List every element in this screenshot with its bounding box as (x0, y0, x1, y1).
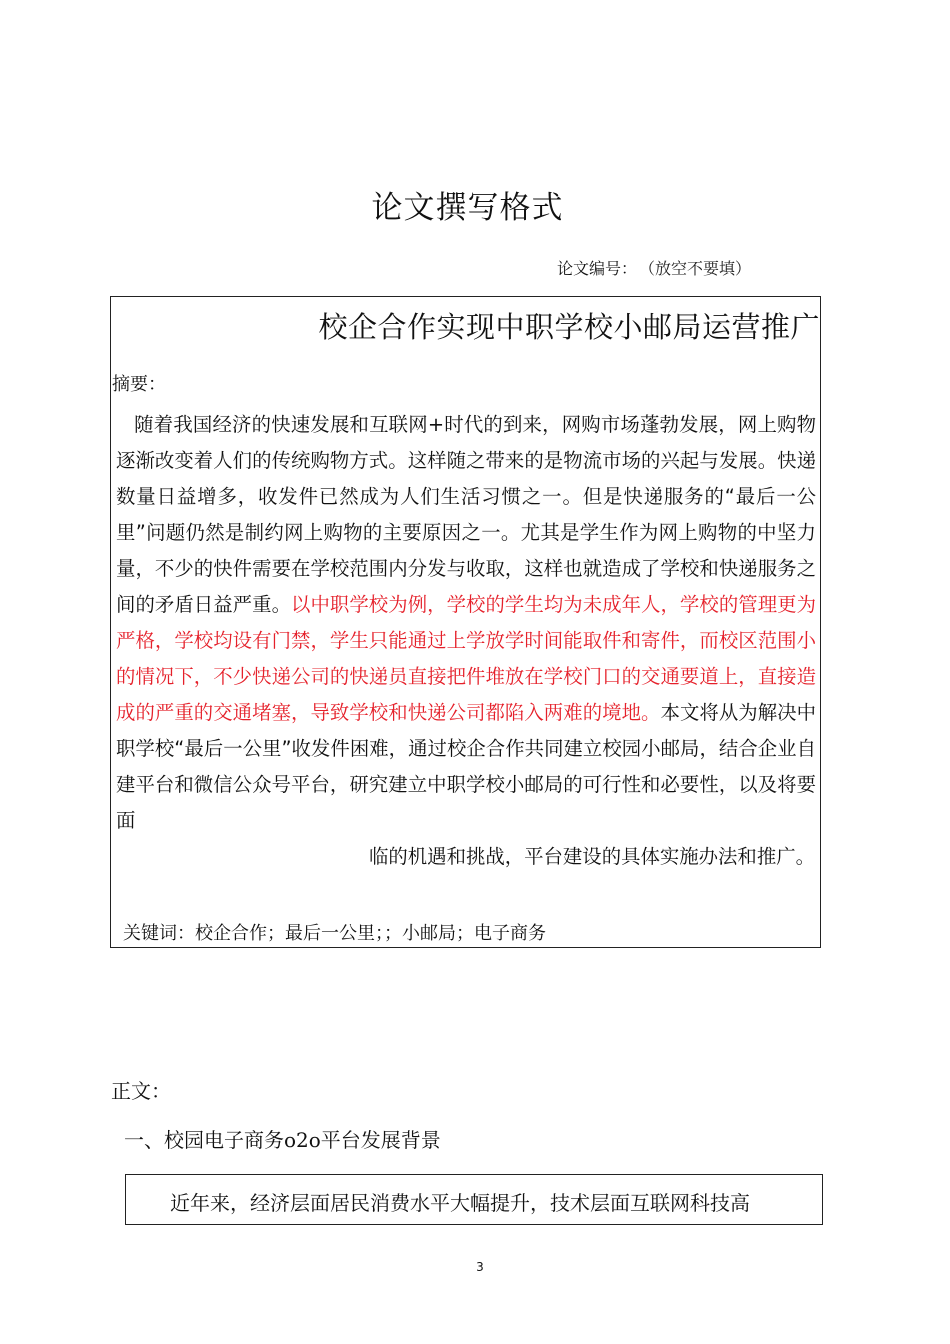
abstract-text-part1: 随着我国经济的快速发展和互联网+时代的到来，网购市场蓬勃发展，网上购物逐渐改变着人们的传统购物方式。这样随之带来的是物流市场的兴起与发展。快递数量日益增多，收发件已然成为人们生活习惯之一。但是快递服务的“最后一公里”问题仍然是制约网上购物的主要原因之一。尤其是学生作为网上购物的中坚力量，不少的快件需要在学校范围内分发与收取，这样也就造成了学校和快递服务之间的矛盾日益严重。 (116, 413, 816, 616)
paper-number-label: 论文编号： (557, 259, 638, 278)
keywords: 关键词：校企合作；最后一公里；；小邮局；电子商务 (123, 923, 546, 944)
section-heading: 一、校园电子商务o2o平台发展背景 (124, 1128, 441, 1152)
paper-number-line (557, 256, 751, 279)
abstract-box (110, 296, 821, 948)
paper-number-hint: （放空不要填） (647, 259, 752, 278)
abstract-label: 摘要： (112, 374, 166, 395)
abstract-body (116, 407, 816, 875)
abstract-text-tail: 临的机遇和挑战，平台建设的具体实施办法和推广。 (369, 845, 815, 868)
abstract-text-part2: 本文将从为解决中职学校“最后一公里”收发件困难，通过校企合作共同建立校园小邮局，结合企业自建平台和微信公众号平台，研究建立中职学校小邮局的可行性和必要性，以及将要面 (116, 701, 817, 832)
abstract-highlighted-text: 以中职学校为例，学校的学生均为未成年人，学校的管理更为严格，学校均设有门禁，学生只能通过上学放学时间能取件和寄件，而校区范围小的情况下，不少快递公司的快递员直接把件堆放在学校门口的交通要道上，直接造成的严重的交通堵塞，导致学校和快递公司都陷入两难的境地。 (116, 593, 817, 724)
body-first-paragraph: 近年来，经济层面居民消费水平大幅提升，技术层面互联网科技高 (170, 1191, 750, 1215)
document-title: 论文撰写格式 (371, 190, 564, 226)
body-text-box (125, 1174, 823, 1225)
body-label: 正文： (111, 1079, 171, 1103)
page-number: 3 (476, 1260, 484, 1274)
thesis-title: 校企合作实现中职学校小邮局运营推广 (318, 310, 820, 344)
